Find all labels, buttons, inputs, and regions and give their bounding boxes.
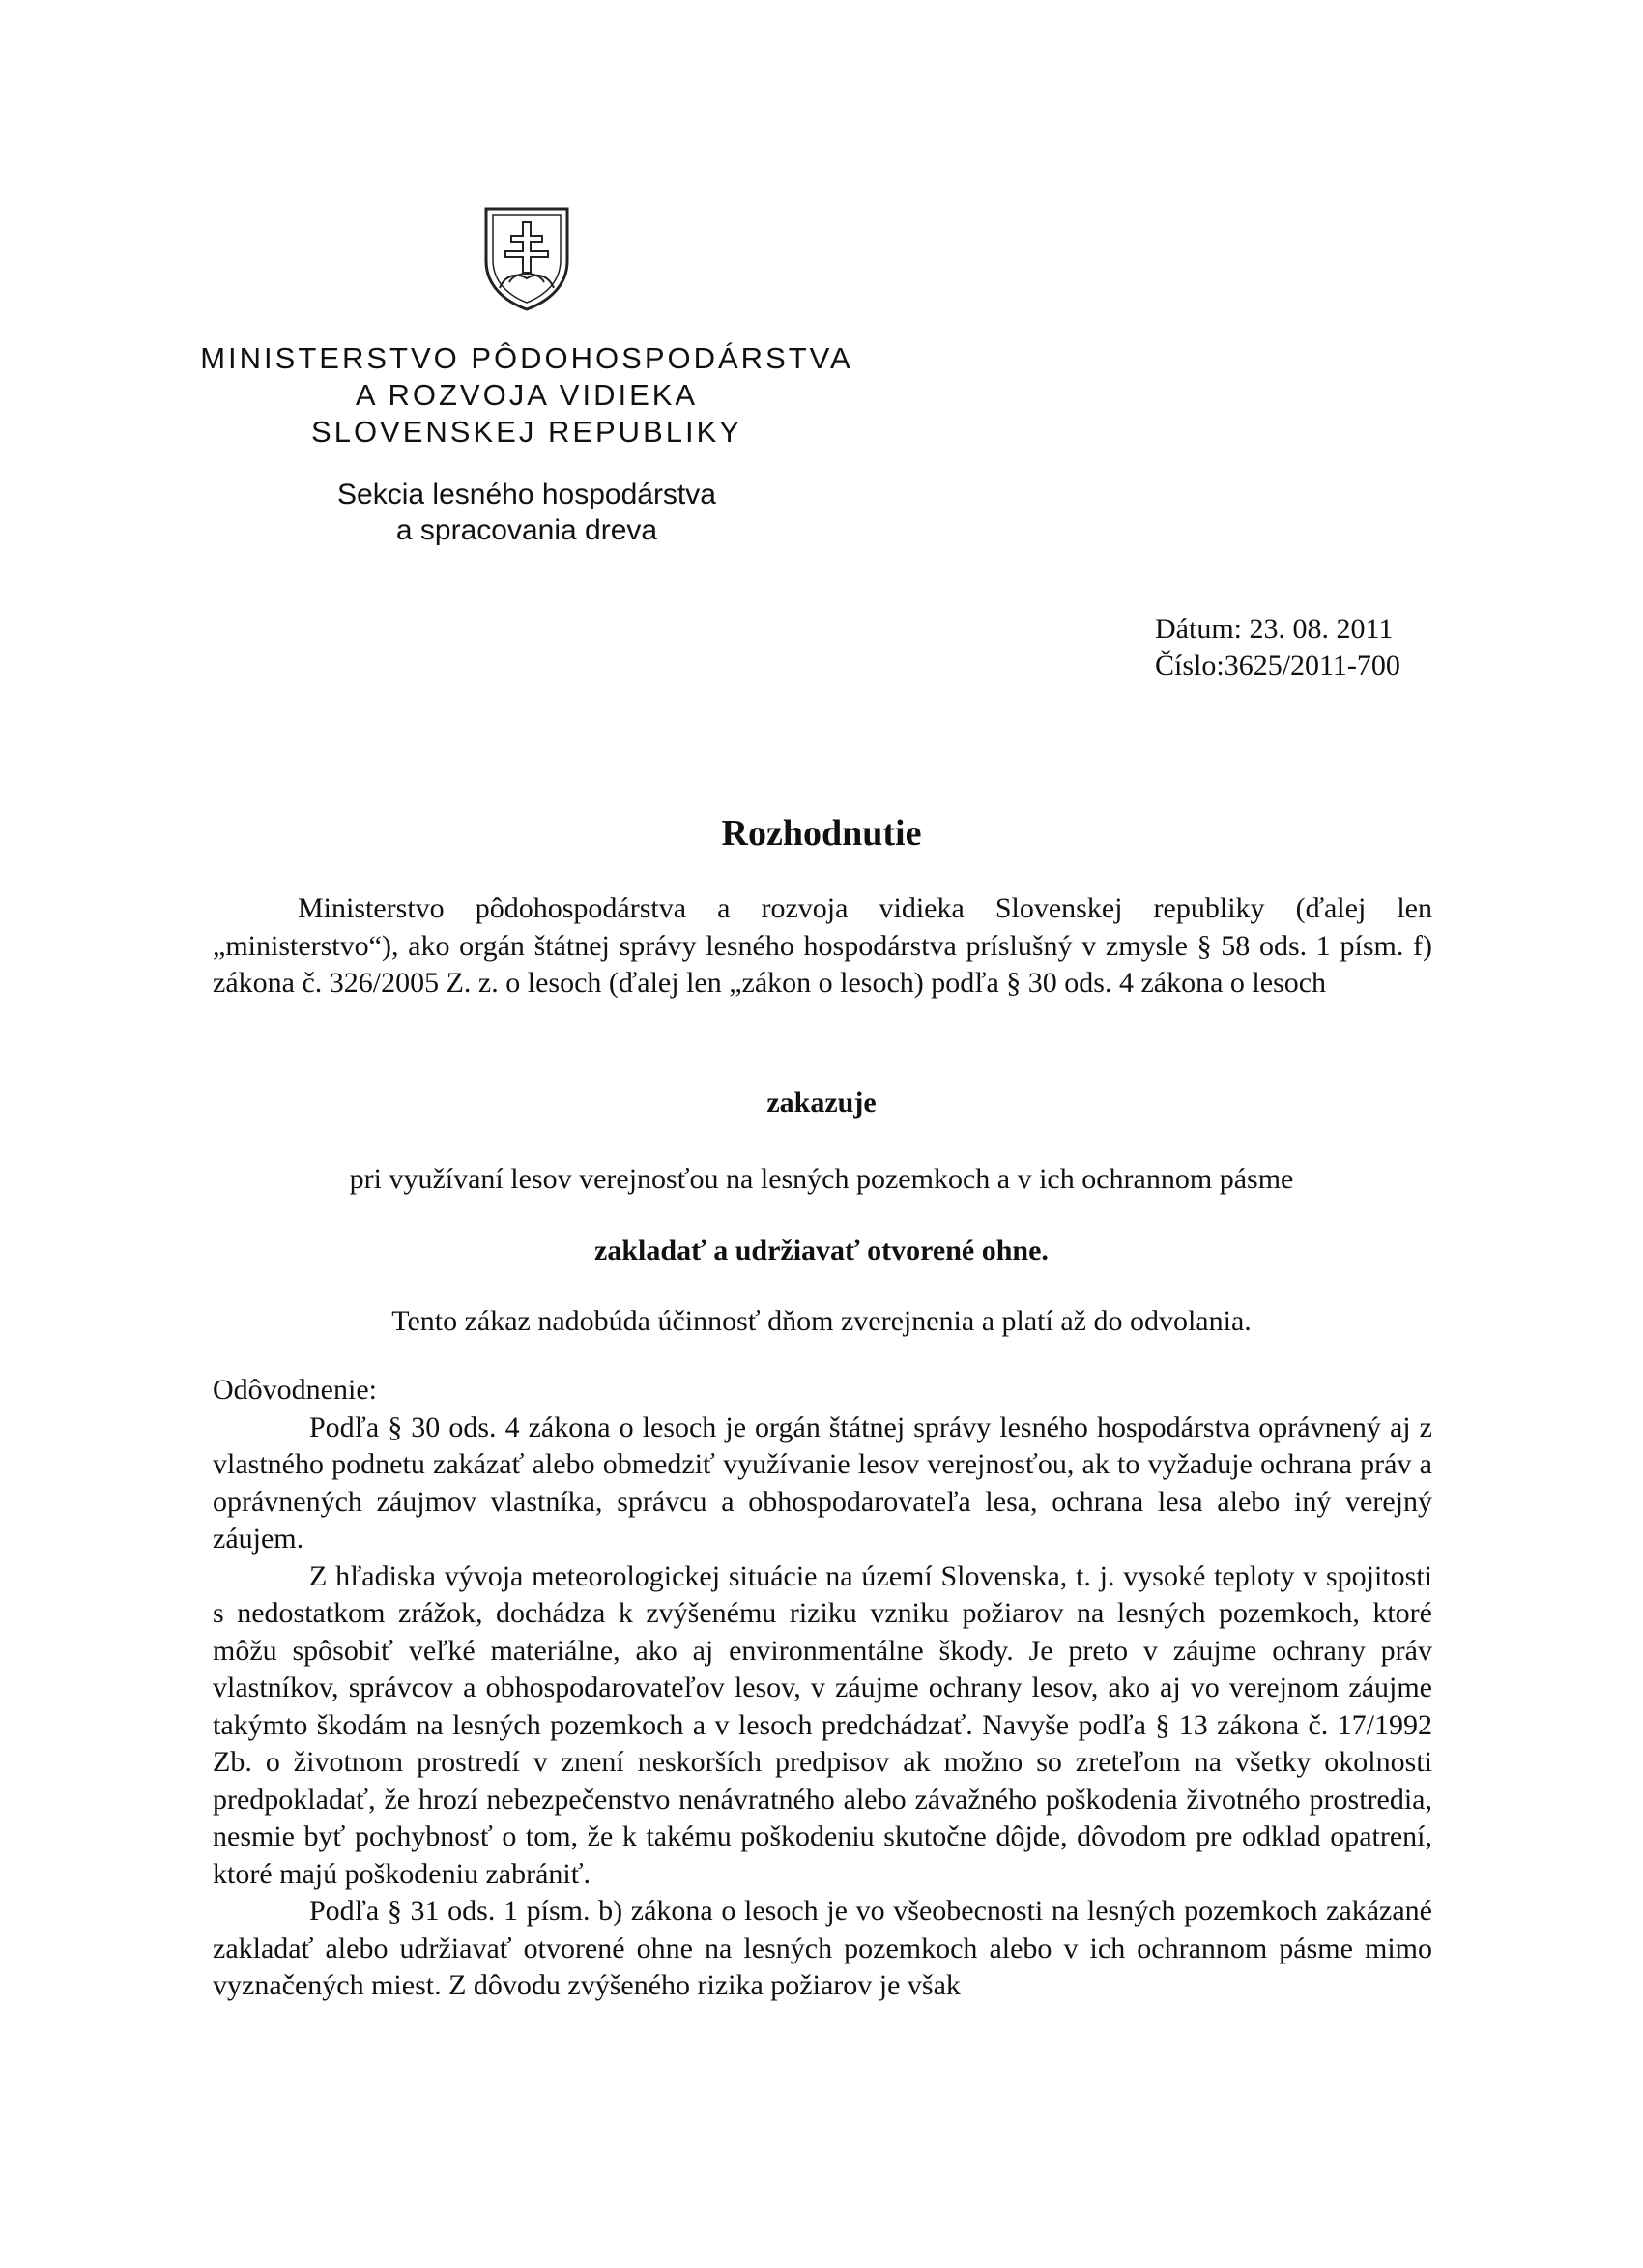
validity-text: Tento zákaz nadobúda účinnosť dňom zverejnenia a platí až do odvolania. (391, 1305, 1252, 1337)
section-line-1: Sekcia lesného hospodárstva (337, 479, 716, 510)
decision-verb: zakazuje (766, 1087, 877, 1119)
ministry-line-3: SLOVENSKEJ REPUBLIKY (311, 415, 742, 449)
intro-paragraph: Ministerstvo pôdohospodárstva a rozvoja vidieka Slovenskej republiky (ďalej len „ministerstvo“), ako orgán štátnej správy lesného hospodárstva príslušný v zmysle § 58 ods. 1 písm. f) zákona č. 326/2005 Z. z. o lesoch (ďalej len „zákon o lesoch) podľa § 30 ods. 4 zákona o lesoch (213, 892, 1432, 999)
justification-paragraph-3: Podľa § 31 ods. 1 písm. b) zákona o lesoch je vo všeobecnosti na lesných pozemkoch zakázané zakladať alebo udržiavať otvorené ohne na lesných pozemkoch alebo v ich ochrannom pásme mimo vyznačených miest. Z dôvodu zvýšeného rizika požiarov je však (213, 1895, 1432, 2001)
justification-paragraph-1: Podľa § 30 ods. 4 zákona o lesoch je orgán štátnej správy lesného hospodárstva oprávnený aj z vlastného podnetu zakázať alebo obmedziť využívanie lesov verejnosťou, ak to vyžaduje ochrana práv a oprávnených záujmov vlastníka, správcu a obhospodarovateľa lesa, ochrana lesa alebo iný verejný záujem. (213, 1410, 1432, 1555)
document-number: Číslo:3625/2011-700 (1155, 650, 1400, 682)
ministry-line-2: A ROZVOJA VIDIEKA (355, 378, 699, 412)
document-date: Dátum: 23. 08. 2011 (1155, 613, 1394, 645)
prohibition-text: zakladať a udržiavať otvorené ohne. (594, 1235, 1049, 1266)
section-name (237, 477, 817, 548)
decision-scope: pri využívaní lesov verejnosťou na lesných pozemkoch a v ich ochrannom pásme (349, 1163, 1294, 1195)
coat-of-arms-icon (480, 205, 573, 313)
justification-section (213, 1372, 1432, 2005)
ministry-line-1: MINISTERSTVO PÔDOHOSPODÁRSTVA (200, 341, 853, 375)
section-line-2: a spracovania dreva (395, 514, 658, 546)
justification-paragraph-2: Z hľadiska vývoja meteorologickej situácie na území Slovenska, t. j. vysoké teploty v spojitosti s nedostatkom zrážok, dochádza k zvýšenému riziku vzniku požiarov na lesných pozemkoch, ktoré môžu spôsobiť veľké materiálne, ako aj environmentálne škody. Je preto v záujme ochrany práv vlastníkov, správcov a obhospodarovateľov lesov, v záujme ochrany lesov, ako aj vo verejnom záujme takýmto škodám na lesných pozemkoch a v lesoch predchádzať. Navyše podľa § 13 zákona č. 17/1992 Zb. o životnom prostredí v znení neskorších predpisov ak možno so zreteľom na všetky okolnosti predpokladať, že hrozí nebezpečenstvo nenávratného alebo závažného poškodenia životného prostredia, nesmie byť pochybnosť o tom, že k takému poškodeniu skutočne dôjde, dôvodom pre odklad opatrení, ktoré majú poškodeniu zabrániť. (213, 1559, 1432, 1890)
document-title: Rozhodnutie (721, 813, 922, 854)
justification-heading: Odôvodnenie: (213, 1374, 377, 1406)
ministry-name (188, 340, 865, 451)
document-meta (1155, 611, 1542, 684)
